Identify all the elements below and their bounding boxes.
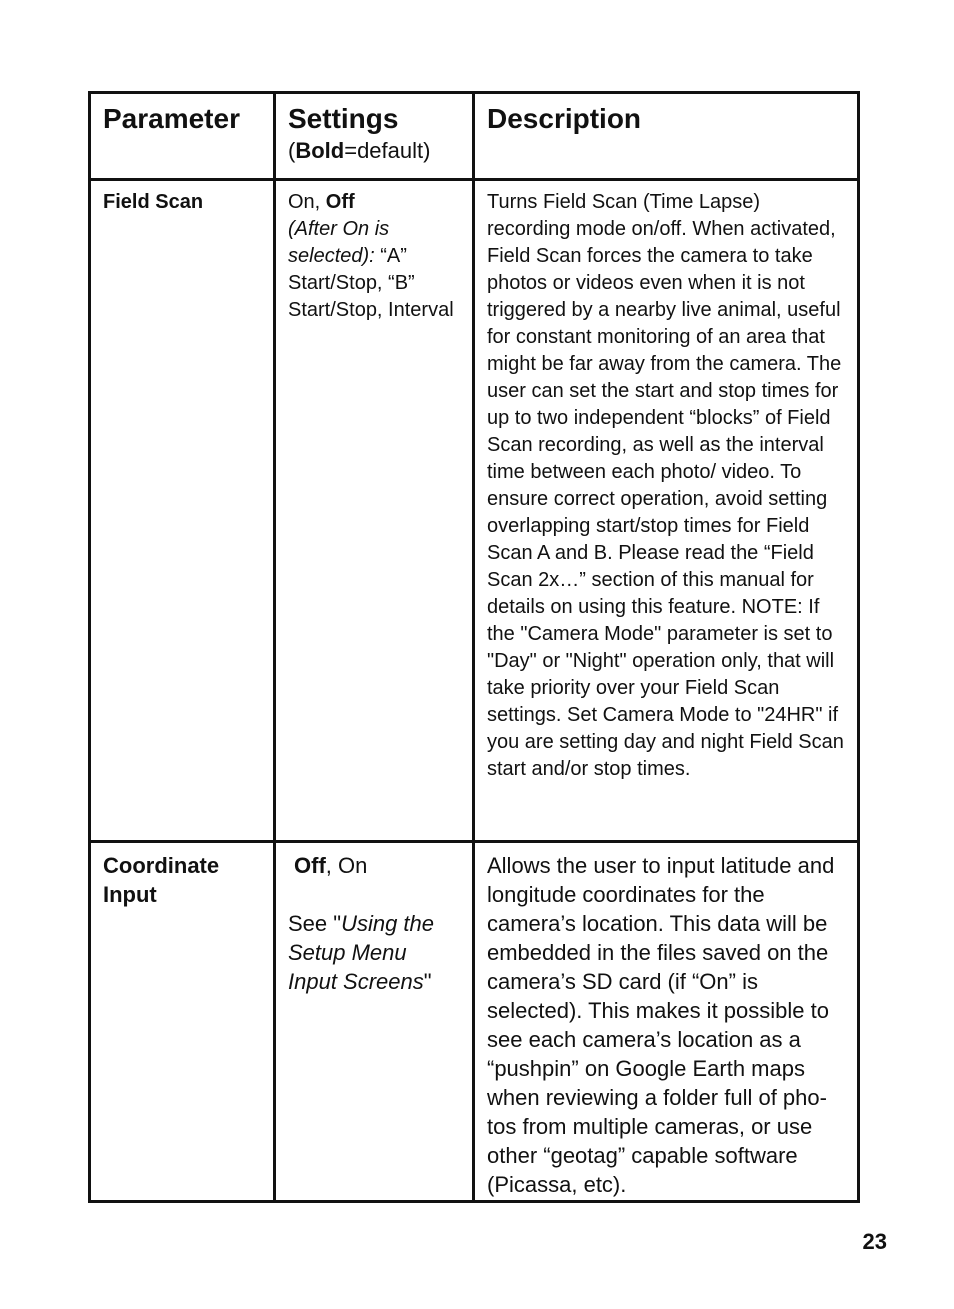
cell-parameter [90, 842, 275, 1202]
page-number: 23 [862, 1229, 887, 1254]
table-row-field-scan [90, 180, 859, 842]
header-settings-sub-bold: Bold [295, 138, 345, 163]
table-header-row [90, 93, 859, 180]
parameter-name: Field Scan [103, 191, 204, 213]
header-description-label: Description [487, 103, 642, 134]
header-description [474, 93, 859, 180]
description-text: Allows the user to input latitude and longitude coordinates for the camera’s location. This data will be embedded in the files saved on the camera’s SD card (if “On” is selected). This makes it possible to see each camera’s location as a “pushpin” on Google Earth maps when reviewing a folder full of pho-tos from multiple cameras, or use other “geotag” capable software (Picassa, etc). [487, 853, 835, 1197]
parameter-name: Coordinate Input [103, 853, 220, 907]
header-settings [275, 93, 474, 180]
header-settings-sub-open: ( [288, 138, 296, 163]
header-settings-sub [288, 136, 460, 166]
settings-value [288, 853, 367, 878]
description-text: Turns Field Scan (Time Lapse) recording mode on/off. When activated, Field Scan forces the camera to take photos or videos even when it is not triggered by a nearby live animal, useful for constant monitoring of an area that might be far away from the camera. The user can set the start and stop times for up to two independent “blocks” of Field Scan recording, as well as the interval time between each photo/ video. To ensure correct operation, avoid setting overlapping start/stop times for Field Scan A and B. Please read the “Field Scan 2x…” section of this manual for details on using this feature. NOTE: If the "Camera Mode" parameter is set to "Day" or "Night" operation only, that will take priority over your Field Scan settings. Set Camera Mode to "24HR" if you are setting day and night Field Scan start and/or stop times. [487, 191, 844, 780]
cell-description [474, 180, 859, 842]
settings-after-note: (After On is selected): [288, 218, 390, 267]
header-settings-label: Settings [288, 103, 399, 134]
settings-off-default: Off [294, 853, 326, 878]
see-title: Using the Setup Menu Input Screens [288, 911, 435, 994]
table-row-coordinate-input [90, 842, 859, 1202]
header-parameter-label: Parameter [103, 103, 240, 134]
see-open: See " [288, 911, 342, 936]
settings-on: , On [325, 853, 368, 878]
settings-see-reference [288, 911, 434, 994]
cell-settings [275, 180, 474, 842]
cell-description [474, 842, 859, 1202]
cell-settings [275, 842, 474, 1202]
header-settings-sub-rest: =default) [344, 138, 431, 163]
see-close: " [423, 969, 432, 994]
settings-options: “A” Start/Stop, “B” Start/Stop, Interval [288, 245, 454, 321]
settings-off-default: Off [325, 191, 355, 213]
settings-table [88, 91, 860, 1203]
settings-value [288, 191, 454, 321]
cell-parameter [90, 180, 275, 842]
settings-on: On, [288, 191, 326, 213]
header-parameter [90, 93, 275, 180]
